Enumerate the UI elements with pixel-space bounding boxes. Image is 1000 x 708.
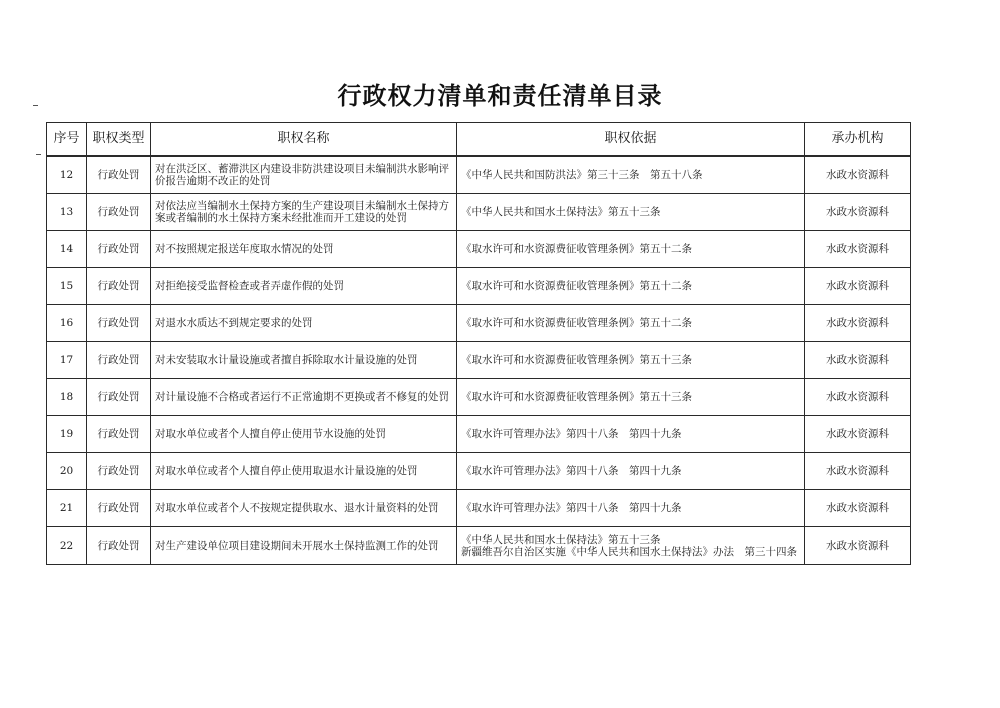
row-basis: 《取水许可和水资源费征收管理条例》第五十三条 [457, 379, 805, 416]
row-org: 水政水资源科 [805, 231, 911, 268]
row-name: 对计量设施不合格或者运行不正常逾期不更换或者不修复的处罚 [151, 379, 457, 416]
row-type: 行政处罚 [87, 453, 151, 490]
row-org: 水政水资源科 [805, 156, 911, 194]
scan-speck [36, 154, 41, 155]
table-row [47, 156, 911, 194]
row-org: 水政水资源科 [805, 490, 911, 527]
header-no: 序号 [47, 123, 87, 157]
row-type: 行政处罚 [87, 416, 151, 453]
row-basis: 《取水许可和水资源费征收管理条例》第五十二条 [457, 268, 805, 305]
row-org: 水政水资源科 [805, 379, 911, 416]
row-no: 22 [47, 527, 87, 565]
row-no: 16 [47, 305, 87, 342]
row-type: 行政处罚 [87, 379, 151, 416]
row-org: 水政水资源科 [805, 305, 911, 342]
row-no: 20 [47, 453, 87, 490]
row-name: 对生产建设单位项目建设期间未开展水土保持监测工作的处罚 [151, 527, 457, 565]
row-type: 行政处罚 [87, 527, 151, 565]
row-name: 对依法应当编制水土保持方案的生产建设项目未编制水土保持方案或者编制的水土保持方案未经批准而开工建设的处罚 [151, 194, 457, 231]
row-org: 水政水资源科 [805, 527, 911, 565]
row-type: 行政处罚 [87, 194, 151, 231]
row-type: 行政处罚 [87, 342, 151, 379]
table-header-row [47, 123, 911, 157]
row-basis: 《中华人民共和国防洪法》第三十三条 第五十八条 [457, 156, 805, 194]
row-name: 对退水水质达不到规定要求的处罚 [151, 305, 457, 342]
header-type: 职权类型 [87, 123, 151, 157]
table-row [47, 379, 911, 416]
row-type: 行政处罚 [87, 156, 151, 194]
power-list-table [46, 122, 911, 565]
row-no: 19 [47, 416, 87, 453]
row-basis: 《取水许可和水资源费征收管理条例》第五十三条 [457, 342, 805, 379]
table-row [47, 490, 911, 527]
row-org: 水政水资源科 [805, 194, 911, 231]
row-type: 行政处罚 [87, 268, 151, 305]
row-name: 对取水单位或者个人擅自停止使用节水设施的处罚 [151, 416, 457, 453]
row-basis: 《中华人民共和国水土保持法》第五十三条 [457, 194, 805, 231]
row-basis: 《取水许可和水资源费征收管理条例》第五十二条 [457, 305, 805, 342]
page-title: 行政权力清单和责任清单目录 [337, 81, 663, 110]
row-name: 对取水单位或者个人不按规定提供取水、退水计量资料的处罚 [151, 490, 457, 527]
header-org: 承办机构 [805, 123, 911, 157]
row-no: 15 [47, 268, 87, 305]
table-row [47, 268, 911, 305]
row-basis: 《取水许可管理办法》第四十八条 第四十九条 [457, 490, 805, 527]
table-row [47, 342, 911, 379]
header-name: 职权名称 [151, 123, 457, 157]
row-name: 对在洪泛区、蓄滞洪区内建设非防洪建设项目未编制洪水影响评价报告逾期不改正的处罚 [151, 156, 457, 194]
row-basis: 《取水许可管理办法》第四十八条 第四十九条 [457, 453, 805, 490]
row-org: 水政水资源科 [805, 342, 911, 379]
row-type: 行政处罚 [87, 490, 151, 527]
table-row [47, 194, 911, 231]
row-no: 12 [47, 156, 87, 194]
table-row [47, 305, 911, 342]
row-no: 14 [47, 231, 87, 268]
row-org: 水政水资源科 [805, 416, 911, 453]
row-type: 行政处罚 [87, 231, 151, 268]
table-row [47, 416, 911, 453]
table-row [47, 453, 911, 490]
row-basis: 《中华人民共和国水土保持法》第五十三条 新疆维吾尔自治区实施《中华人民共和国水土保持法》办法 第三十四条 [457, 527, 805, 565]
row-no: 18 [47, 379, 87, 416]
row-org: 水政水资源科 [805, 453, 911, 490]
row-name: 对拒绝接受监督检查或者弄虚作假的处罚 [151, 268, 457, 305]
row-no: 13 [47, 194, 87, 231]
row-no: 17 [47, 342, 87, 379]
row-type: 行政处罚 [87, 305, 151, 342]
table-row [47, 231, 911, 268]
header-basis: 职权依据 [457, 123, 805, 157]
table-row [47, 527, 911, 565]
row-name: 对不按照规定报送年度取水情况的处罚 [151, 231, 457, 268]
row-name: 对未安装取水计量设施或者擅自拆除取水计量设施的处罚 [151, 342, 457, 379]
row-name: 对取水单位或者个人擅自停止使用取退水计量设施的处罚 [151, 453, 457, 490]
row-basis: 《取水许可和水资源费征收管理条例》第五十二条 [457, 231, 805, 268]
row-no: 21 [47, 490, 87, 527]
row-basis: 《取水许可管理办法》第四十八条 第四十九条 [457, 416, 805, 453]
row-org: 水政水资源科 [805, 268, 911, 305]
